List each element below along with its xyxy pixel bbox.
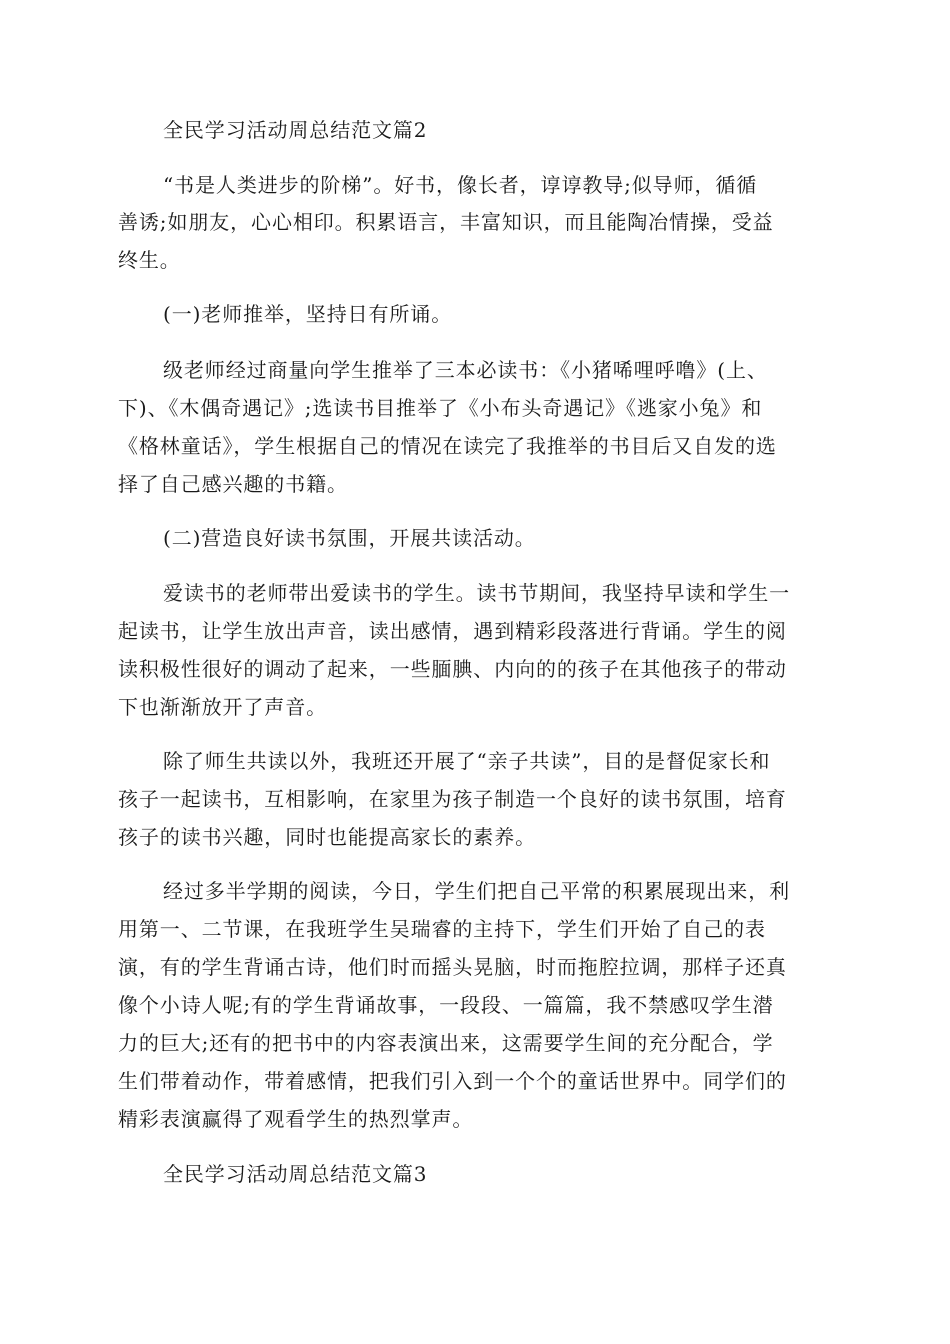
subheading-2: (二)营造良好读书氛围，开展共读活动。 bbox=[163, 526, 536, 550]
paragraph-line: 孩子一起读书，互相影响，在家里为孩子制造一个良好的读书氛围，培育 bbox=[118, 787, 787, 811]
paragraph-line: 孩子的读书兴趣，同时也能提高家长的素养。 bbox=[118, 825, 536, 849]
paragraph-line: 力的巨大;还有的把书中的内容表演出来，这需要学生间的充分配合，学 bbox=[118, 1031, 774, 1055]
paragraph-line: 级老师经过商量向学生推举了三本必读书：《小猪唏哩呼噜》(上、 bbox=[163, 358, 768, 382]
paragraph-line: 择了自己感兴趣的书籍。 bbox=[118, 472, 348, 496]
paragraph-line: 除了师生共读以外，我班还开展了“亲子共读”，目的是督促家长和 bbox=[163, 749, 771, 773]
paragraph-line: “书是人类进步的阶梯”。好书，像长者，谆谆教导;似导师，循循 bbox=[163, 173, 758, 197]
paragraph-line: 善诱;如朋友，心心相印。积累语言，丰富知识，而且能陶冶情操，受益 bbox=[118, 210, 774, 234]
paragraph-line: 起读书，让学生放出声音，读出感情，遇到精彩段落进行背诵。学生的阅 bbox=[118, 619, 787, 643]
paragraph-line: 下)、《木偶奇遇记》;选读书目推举了《小布头奇遇记》《逃家小兔》和 bbox=[118, 396, 763, 420]
paragraph-line: 经过多半学期的阅读，今日，学生们把自己平常的积累展现出来，利 bbox=[163, 879, 790, 903]
paragraph-line: 用第一、二节课，在我班学生吴瑞睿的主持下，学生们开始了自己的表 bbox=[118, 917, 766, 941]
subheading-1: (一)老师推举，坚持日有所诵。 bbox=[163, 302, 453, 326]
paragraph-line: 读积极性很好的调动了起来，一些腼腆、内向的的孩子在其他孩子的带动 bbox=[118, 657, 787, 681]
paragraph-line: 下也渐渐放开了声音。 bbox=[118, 695, 327, 719]
paragraph-line: 爱读书的老师带出爱读书的学生。读书节期间，我坚持早读和学生一 bbox=[163, 581, 790, 605]
paragraph-line: 终生。 bbox=[118, 248, 181, 272]
paragraph-line: 生们带着动作，带着感情，把我们引入到一个个的童话世界中。同学们的 bbox=[118, 1069, 787, 1093]
paragraph-line: 《格林童话》，学生根据自己的情况在读完了我推举的书目后又自发的选 bbox=[118, 434, 777, 458]
paragraph-line: 像个小诗人呢;有的学生背诵故事，一段段、一篇篇，我不禁感叹学生潜 bbox=[118, 993, 774, 1017]
paragraph-line: 精彩表演赢得了观看学生的热烈掌声。 bbox=[118, 1107, 474, 1131]
section-heading-3: 全民学习活动周总结范文篇3 bbox=[163, 1162, 428, 1186]
paragraph-line: 演，有的学生背诵古诗，他们时而摇头晃脑，时而拖腔拉调，那样子还真 bbox=[118, 955, 787, 979]
section-heading-2: 全民学习活动周总结范文篇2 bbox=[163, 118, 428, 142]
